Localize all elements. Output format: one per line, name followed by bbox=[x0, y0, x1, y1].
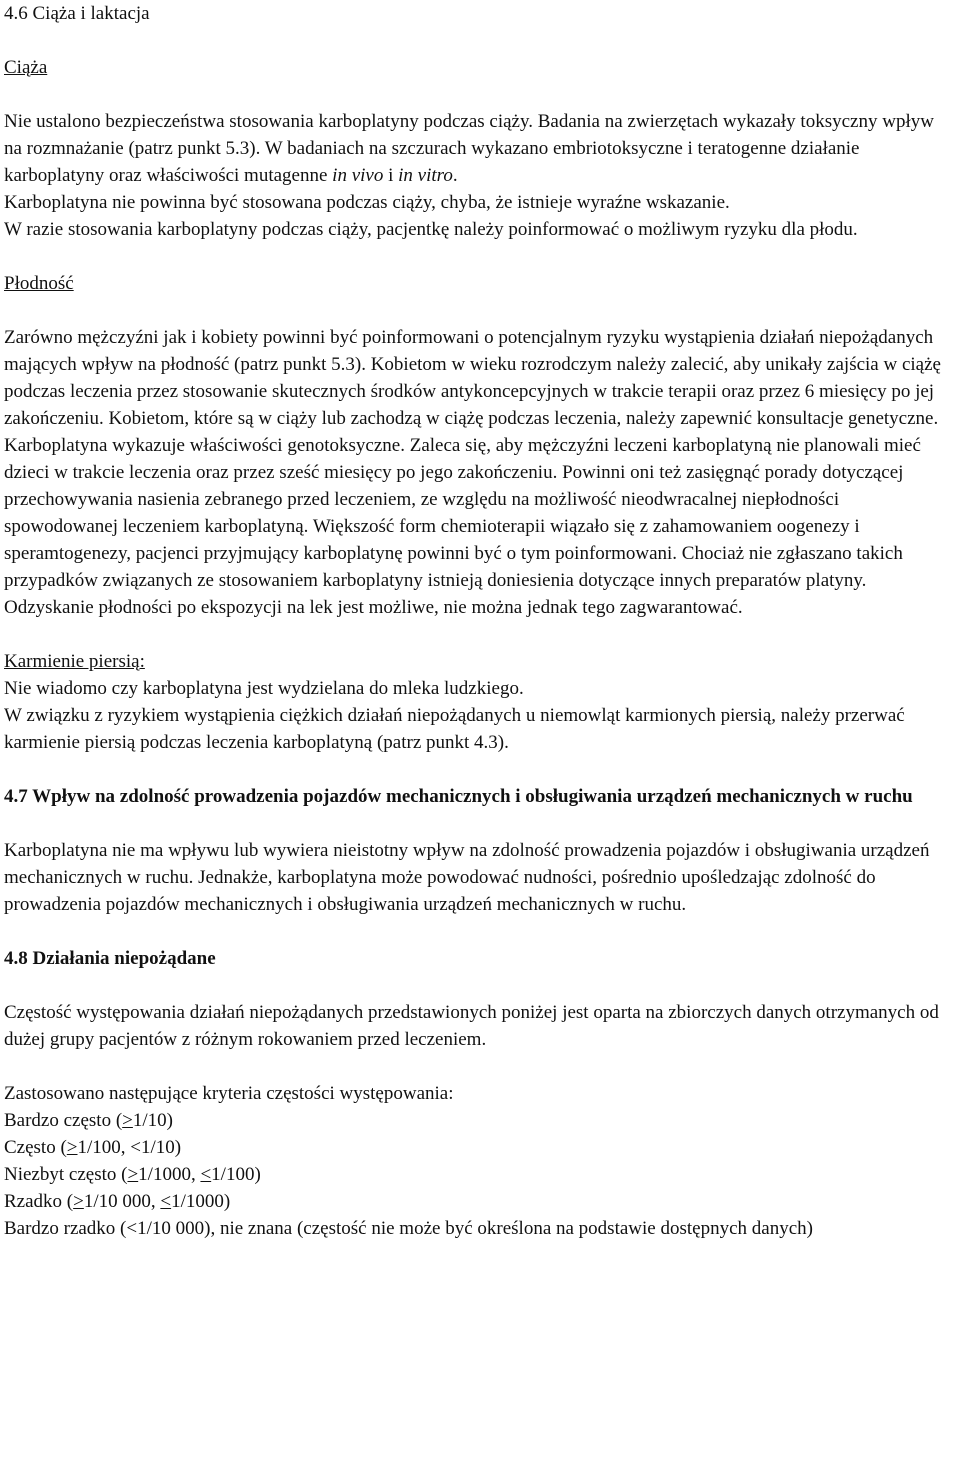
italic-in-vivo: in vivo bbox=[332, 165, 384, 186]
pregnancy-paragraph-2: Karboplatyna nie powinna być stosowana podczas ciąży, chyba, że istnieje wyraźne wskazanie. bbox=[4, 192, 730, 213]
criteria-rest: 1/10) bbox=[132, 1110, 173, 1131]
pregnancy-text-a: Nie ustalono bezpieczeństwa stosowania karboplatyny podczas ciąży. Badania na zwierzętach wykazały toksyczny wpływ na rozmnażanie (patrz punkt 5.3). W badaniach na szczurach wykazano embriotoksyczne i teratogenne działanie karboplatyny oraz właściwości mutagenne bbox=[4, 111, 934, 186]
pregnancy-subheading: Ciąża bbox=[4, 57, 48, 78]
criteria-item-very-rare: Bardzo rzadko (<1/10 000), nie znana (częstość nie może być określona na podstawie dostępnych danych) bbox=[4, 1218, 813, 1239]
criteria-item-common bbox=[4, 1134, 956, 1161]
fertility-paragraph-2: Karboplatyna wykazuje właściwości genotoksyczne. Zaleca się, aby mężczyźni leczeni karboplatyną nie planowali mieć dzieci w trakcie leczenia oraz przez sześć miesięcy po jego zakończeniu. Powinni oni też zasięgnąć porady dotyczącej przechowywania nasienia zebranego przed leczeniem, ze względu na możliwość nieodwracalnej niepłodności spowodowanej leczeniem karboplatyną. Większość form chemioterapii wiązało się z zahamowaniem oogenezy i speramtogenezy, pacjenci przyjmujący karboplatynę powinni być o tym poinformowani. Chociaż nie zgłaszano takich przypadków związanych ze stosowaniem karboplatyny istnieją doniesienia dotyczące innych preparatów platyny. Odzyskanie płodności po ekspozycji na lek jest możliwe, nie można jednak tego zagwarantować. bbox=[4, 435, 921, 618]
criteria-rest: 1/10 000, bbox=[83, 1191, 161, 1212]
ge-symbol: > bbox=[122, 1110, 133, 1131]
section-4-7-paragraph: Karboplatyna nie ma wpływu lub wywiera nieistotny wpływ na zdolność prowadzenia pojazdów i obsługiwania urządzeń mechanicznych w ruchu. Jednakże, karboplatyna może powodować nudności, pośrednio upośledzając zdolność do prowadzenia pojazdów mechanicznych i obsługiwania urządzeń mechanicznych w ruchu. bbox=[4, 840, 930, 915]
frequency-criteria-intro: Zastosowano następujące kryteria częstości występowania: bbox=[4, 1083, 454, 1104]
pregnancy-text-mid: i bbox=[383, 165, 399, 186]
ge-symbol: > bbox=[73, 1191, 84, 1212]
italic-in-vitro: in vitro bbox=[398, 165, 453, 186]
criteria-item-uncommon bbox=[4, 1161, 956, 1188]
fertility-paragraph-1: Zarówno mężczyźni jak i kobiety powinni być poinformowani o potencjalnym ryzyku wystąpienia działań niepożądanych mających wpływ na płodność (patrz punkt 5.3). Kobietom w wieku rozrodczym należy zalecić, aby unikały zajścia w ciążę podczas leczenia przez stosowanie skutecznych środków antykoncepcyjnych w trakcie terapii oraz przez 6 miesięcy po jej zakończeniu. Kobietom, które są w ciąży lub zachodzą w ciążę podczas leczenia, należy zapewnić konsultacje genetyczne. bbox=[4, 327, 941, 429]
pregnancy-paragraph-3: W razie stosowania karboplatyny podczas ciąży, pacjentkę należy poinformować o możliwym ryzyku dla płodu. bbox=[4, 219, 858, 240]
criteria-rest: 1/100, <1/10) bbox=[77, 1137, 182, 1158]
ge-symbol: > bbox=[66, 1137, 78, 1158]
criteria-item-very-common bbox=[4, 1107, 956, 1134]
criteria-label: Bardzo często ( bbox=[4, 1110, 123, 1131]
le-symbol: < bbox=[200, 1164, 212, 1185]
criteria-label: Często ( bbox=[4, 1137, 67, 1158]
section-4-7-heading: 4.7 Wpływ na zdolność prowadzenia pojazdów mechanicznych i obsługiwania urządzeń mechanicznych w ruchu bbox=[4, 786, 913, 807]
breastfeeding-paragraph-2: W związku z ryzykiem wystąpienia ciężkich działań niepożądanych u niemowląt karmionych piersią, należy przerwać karmienie piersią podczas leczenia karboplatyną (patrz punkt 4.3). bbox=[4, 705, 905, 753]
criteria-label: Niezbyt często ( bbox=[4, 1164, 128, 1185]
fertility-subheading: Płodność bbox=[4, 273, 74, 294]
section-4-6-heading: 4.6 Ciąża i laktacja bbox=[4, 3, 150, 24]
pregnancy-text-end: . bbox=[452, 165, 458, 186]
criteria-rest: 1/1000, bbox=[138, 1164, 201, 1185]
criteria-item-rare bbox=[4, 1188, 956, 1215]
le-symbol: < bbox=[160, 1191, 172, 1212]
breastfeeding-subheading: Karmienie piersią: bbox=[4, 651, 145, 672]
section-4-8-heading: 4.8 Działania niepożądane bbox=[4, 948, 216, 969]
ge-symbol: > bbox=[127, 1164, 139, 1185]
criteria-rest-2: 1/100) bbox=[211, 1164, 261, 1185]
section-4-8-paragraph: Częstość występowania działań niepożądanych przedstawionych poniżej jest oparta na zbiorczych danych otrzymanych od dużej grupy pacjentów z różnym rokowaniem przed leczeniem. bbox=[4, 1002, 939, 1050]
breastfeeding-paragraph-1: Nie wiadomo czy karboplatyna jest wydzielana do mleka ludzkiego. bbox=[4, 678, 524, 699]
criteria-rest-2: 1/1000) bbox=[171, 1191, 231, 1212]
criteria-label: Rzadko ( bbox=[4, 1191, 74, 1212]
pregnancy-paragraph-1 bbox=[4, 108, 956, 189]
